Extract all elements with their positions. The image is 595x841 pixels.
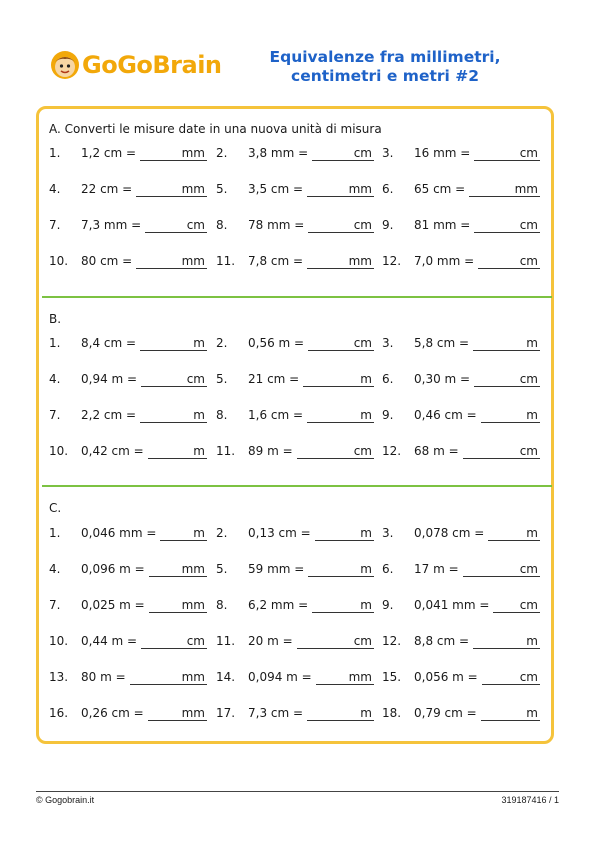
item-number: 2. bbox=[216, 146, 228, 160]
item-unit: m bbox=[360, 598, 372, 612]
item-number: 5. bbox=[216, 562, 228, 576]
item-unit: mm bbox=[181, 670, 205, 684]
item-unit: mm bbox=[181, 182, 205, 196]
item-number: 9. bbox=[382, 408, 394, 422]
item-unit: mm bbox=[348, 670, 372, 684]
item-unit: cm bbox=[353, 444, 372, 458]
item-expression: 7,3 cm = bbox=[248, 706, 304, 720]
exercise-item bbox=[216, 595, 374, 615]
item-number: 11. bbox=[216, 444, 236, 458]
item-expression: 5,8 cm = bbox=[414, 336, 470, 350]
exercise-item bbox=[216, 667, 374, 687]
item-number: 4. bbox=[49, 562, 61, 576]
item-expression: 0,025 m = bbox=[81, 598, 145, 612]
item-expression: 3,5 cm = bbox=[248, 182, 304, 196]
exercise-item bbox=[216, 703, 374, 723]
item-number: 2. bbox=[216, 336, 228, 350]
item-expression: 0,046 mm = bbox=[81, 526, 157, 540]
logo-text-brain: Brain bbox=[152, 51, 222, 79]
exercise-item bbox=[49, 369, 207, 389]
item-expression: 0,26 cm = bbox=[81, 706, 144, 720]
logo-text bbox=[82, 51, 222, 79]
logo-text-gogo: GoGo bbox=[82, 51, 153, 79]
item-unit: mm bbox=[181, 562, 205, 576]
exercise-item bbox=[382, 369, 540, 389]
item-number: 8. bbox=[216, 598, 228, 612]
item-unit: m bbox=[360, 526, 372, 540]
item-expression: 0,46 cm = bbox=[414, 408, 477, 422]
item-unit: mm bbox=[348, 254, 372, 268]
item-number: 1. bbox=[49, 526, 61, 540]
item-expression: 0,56 m = bbox=[248, 336, 305, 350]
exercise-item bbox=[49, 179, 207, 199]
exercise-item bbox=[216, 523, 374, 543]
item-unit: cm bbox=[353, 218, 372, 232]
exercise-item bbox=[216, 251, 374, 271]
item-number: 12. bbox=[382, 444, 402, 458]
exercise-item bbox=[49, 703, 207, 723]
item-expression: 0,078 cm = bbox=[414, 526, 485, 540]
item-expression: 81 mm = bbox=[414, 218, 471, 232]
item-expression: 2,2 cm = bbox=[81, 408, 137, 422]
item-number: 8. bbox=[216, 408, 228, 422]
item-unit: m bbox=[193, 408, 205, 422]
exercise-item bbox=[49, 405, 207, 425]
item-number: 5. bbox=[216, 182, 228, 196]
exercise-item bbox=[382, 251, 540, 271]
item-number: 9. bbox=[382, 218, 394, 232]
item-number: 7. bbox=[49, 218, 61, 232]
item-number: 16. bbox=[49, 706, 69, 720]
footer-divider bbox=[36, 791, 559, 792]
item-expression: 89 m = bbox=[248, 444, 293, 458]
item-unit: m bbox=[526, 634, 538, 648]
item-number: 2. bbox=[216, 526, 228, 540]
exercise-item bbox=[382, 333, 540, 353]
item-unit: cm bbox=[519, 444, 538, 458]
item-unit: mm bbox=[348, 182, 372, 196]
exercise-item bbox=[49, 559, 207, 579]
item-unit: m bbox=[526, 526, 538, 540]
item-expression: 65 cm = bbox=[414, 182, 466, 196]
item-number: 15. bbox=[382, 670, 402, 684]
exercise-item bbox=[382, 441, 540, 461]
section-a-heading: A. Converti le misure date in una nuova unità di misura bbox=[49, 122, 382, 136]
item-expression: 0,041 mm = bbox=[414, 598, 490, 612]
exercise-item bbox=[382, 523, 540, 543]
item-number: 1. bbox=[49, 146, 61, 160]
item-expression: 0,79 cm = bbox=[414, 706, 477, 720]
item-number: 8. bbox=[216, 218, 228, 232]
item-unit: m bbox=[360, 562, 372, 576]
title-line-1: Equivalenze fra millimetri, bbox=[269, 48, 501, 66]
item-expression: 1,2 cm = bbox=[81, 146, 137, 160]
item-expression: 59 mm = bbox=[248, 562, 305, 576]
item-number: 6. bbox=[382, 562, 394, 576]
exercise-item bbox=[49, 631, 207, 651]
item-number: 1. bbox=[49, 336, 61, 350]
item-expression: 20 m = bbox=[248, 634, 293, 648]
item-unit: m bbox=[526, 336, 538, 350]
item-unit: mm bbox=[181, 254, 205, 268]
item-expression: 17 m = bbox=[414, 562, 459, 576]
exercise-item bbox=[49, 215, 207, 235]
exercise-item bbox=[216, 333, 374, 353]
item-unit: cm bbox=[519, 372, 538, 386]
item-unit: m bbox=[193, 526, 205, 540]
section-divider-1 bbox=[42, 296, 552, 298]
item-unit: cm bbox=[186, 634, 205, 648]
exercise-item bbox=[216, 631, 374, 651]
item-unit: cm bbox=[353, 146, 372, 160]
section-divider-2 bbox=[42, 485, 552, 487]
page-title bbox=[235, 48, 535, 86]
exercise-item bbox=[382, 631, 540, 651]
section-c-heading: C. bbox=[49, 501, 62, 515]
item-unit: cm bbox=[519, 670, 538, 684]
section-b-heading: B. bbox=[49, 312, 62, 326]
item-number: 10. bbox=[49, 634, 69, 648]
item-unit: mm bbox=[181, 706, 205, 720]
item-expression: 7,3 mm = bbox=[81, 218, 142, 232]
item-unit: m bbox=[360, 408, 372, 422]
item-expression: 7,8 cm = bbox=[248, 254, 304, 268]
item-number: 9. bbox=[382, 598, 394, 612]
item-number: 14. bbox=[216, 670, 236, 684]
item-number: 3. bbox=[382, 336, 394, 350]
item-expression: 0,056 m = bbox=[414, 670, 478, 684]
exercise-item bbox=[49, 143, 207, 163]
item-unit: m bbox=[193, 444, 205, 458]
item-number: 7. bbox=[49, 408, 61, 422]
item-expression: 0,30 m = bbox=[414, 372, 471, 386]
item-expression: 22 cm = bbox=[81, 182, 133, 196]
item-unit: m bbox=[193, 336, 205, 350]
exercise-item bbox=[216, 215, 374, 235]
item-unit: mm bbox=[514, 182, 538, 196]
item-number: 6. bbox=[382, 182, 394, 196]
item-unit: cm bbox=[519, 562, 538, 576]
item-number: 11. bbox=[216, 634, 236, 648]
item-expression: 80 m = bbox=[81, 670, 126, 684]
item-unit: cm bbox=[519, 254, 538, 268]
item-number: 6. bbox=[382, 372, 394, 386]
exercise-item bbox=[382, 667, 540, 687]
item-unit: m bbox=[526, 706, 538, 720]
mascot-face-icon bbox=[50, 50, 80, 80]
item-number: 4. bbox=[49, 182, 61, 196]
item-number: 13. bbox=[49, 670, 69, 684]
item-expression: 0,94 m = bbox=[81, 372, 138, 386]
gogobrain-logo bbox=[50, 48, 222, 82]
item-expression: 6,2 mm = bbox=[248, 598, 309, 612]
exercise-item bbox=[49, 667, 207, 687]
item-unit: mm bbox=[181, 598, 205, 612]
item-expression: 0,13 cm = bbox=[248, 526, 311, 540]
item-number: 5. bbox=[216, 372, 228, 386]
item-expression: 8,4 cm = bbox=[81, 336, 137, 350]
exercise-item bbox=[382, 595, 540, 615]
item-expression: 78 mm = bbox=[248, 218, 305, 232]
exercise-item bbox=[382, 215, 540, 235]
exercise-item bbox=[49, 333, 207, 353]
exercise-item bbox=[382, 143, 540, 163]
item-unit: cm bbox=[519, 218, 538, 232]
exercise-item bbox=[216, 441, 374, 461]
item-expression: 16 mm = bbox=[414, 146, 471, 160]
item-unit: m bbox=[526, 408, 538, 422]
item-expression: 3,8 mm = bbox=[248, 146, 309, 160]
item-expression: 68 m = bbox=[414, 444, 459, 458]
item-unit: cm bbox=[186, 218, 205, 232]
exercise-item bbox=[49, 441, 207, 461]
item-expression: 0,096 m = bbox=[81, 562, 145, 576]
footer-copyright: © Gogobrain.it bbox=[36, 795, 95, 805]
exercise-item bbox=[382, 179, 540, 199]
exercise-item bbox=[216, 559, 374, 579]
item-number: 10. bbox=[49, 444, 69, 458]
item-number: 4. bbox=[49, 372, 61, 386]
item-expression: 7,0 mm = bbox=[414, 254, 475, 268]
item-expression: 1,6 cm = bbox=[248, 408, 304, 422]
item-expression: 21 cm = bbox=[248, 372, 300, 386]
item-number: 3. bbox=[382, 146, 394, 160]
exercise-item bbox=[382, 703, 540, 723]
exercise-item bbox=[382, 405, 540, 425]
item-unit: cm bbox=[519, 598, 538, 612]
item-number: 12. bbox=[382, 254, 402, 268]
exercise-item bbox=[216, 143, 374, 163]
item-expression: 0,44 m = bbox=[81, 634, 138, 648]
exercise-item bbox=[49, 523, 207, 543]
item-unit: mm bbox=[181, 146, 205, 160]
item-unit: m bbox=[360, 706, 372, 720]
item-number: 3. bbox=[382, 526, 394, 540]
item-expression: 80 cm = bbox=[81, 254, 133, 268]
exercise-item bbox=[216, 179, 374, 199]
item-number: 12. bbox=[382, 634, 402, 648]
item-expression: 0,42 cm = bbox=[81, 444, 144, 458]
item-number: 7. bbox=[49, 598, 61, 612]
exercise-item bbox=[216, 369, 374, 389]
exercise-item bbox=[382, 559, 540, 579]
item-unit: cm bbox=[353, 634, 372, 648]
item-unit: cm bbox=[186, 372, 205, 386]
exercise-item bbox=[216, 405, 374, 425]
item-number: 18. bbox=[382, 706, 402, 720]
item-unit: cm bbox=[519, 146, 538, 160]
item-expression: 0,094 m = bbox=[248, 670, 312, 684]
exercise-item bbox=[49, 595, 207, 615]
item-number: 11. bbox=[216, 254, 236, 268]
title-line-2: centimetri e metri #2 bbox=[291, 67, 479, 85]
item-unit: cm bbox=[353, 336, 372, 350]
item-number: 10. bbox=[49, 254, 69, 268]
item-number: 17. bbox=[216, 706, 236, 720]
footer-page-id: 319187416 / 1 bbox=[501, 795, 559, 805]
exercise-item bbox=[49, 251, 207, 271]
item-unit: m bbox=[360, 372, 372, 386]
item-expression: 8,8 cm = bbox=[414, 634, 470, 648]
